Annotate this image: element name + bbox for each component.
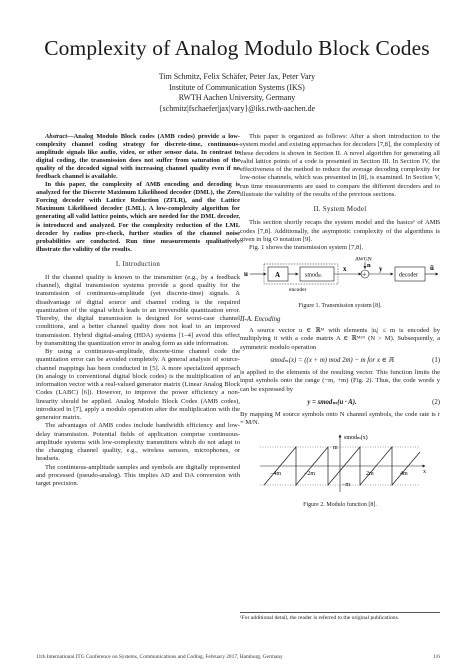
right-column [240, 133, 440, 513]
abstract-paragraph-1 [36, 133, 240, 181]
encoding-paragraph-3: By mapping M source symbols onto N channel symbols, the code rate is r = M/N. [240, 411, 440, 427]
abstract-paragraph-2: In this paper, the complexity of AMB encoding and decoding is analyzed for the Discrete Maximum Likelihood decoder (DML), the Zero Forcing decoder with Lattice Reduction (ZFLR), and the Lattice Maximum Likelihood decoder (LML). A low-complexity algorithm for generating all valid lattice points, which are needed for the DML decoder, is introduced and analyzed. For the complexity reduction of the LML decoder by radius pre-check, further studies of the channel noise probabilities are conducted. Run time measurements qualitatively illustrate the validity of the results. [36, 181, 240, 253]
encoding-paragraph-2: is applied to the elements of the resulting vector. This function limits the input symbols onto the range (−m, +m) (Fig. 2). Thus, the code words y can be expressed by [240, 369, 440, 393]
equation-2-body: y = smodₘ(u · A). [307, 398, 357, 406]
plot-tick-2m: 2m [366, 470, 374, 477]
organization-paragraph: This paper is organized as follows: After a short introduction to the system model and existing approaches for decoders [7,8], the complexity of these decoders is shown in Section II. A novel algorithm for generating all valid lattice points of a code is presented in Section III. In Section IV, the effectiveness of the method to reduce the average decoding complexity for low-noise channels, which was presented in [8], is examined. In Section V, run time measurements are used to compare the different decoders and to illustrate the validity of the results of the previous sections. [240, 133, 440, 198]
author-block [0, 72, 474, 114]
subsection-heading-encoding: II-A. Encoding [240, 315, 281, 323]
figure-1-caption: Figure 1. Transmission system [8]. [298, 302, 382, 309]
plot-label-m: m [333, 444, 338, 451]
figure-1-transmission-system [240, 256, 440, 310]
abstract-label: Abstract [45, 133, 68, 140]
diagram-label-n: n [367, 262, 371, 270]
encoding-paragraph-1: A source vector u ∈ ℝᴹ with elements |uᵢ| ≤ m is encoded by multiplying it with a code matrix A ∈ ℝᴹˣᴺ (N > M). Subsequently, a symmetric modulo operation [240, 327, 440, 351]
equation-1-body: smodₘ(x) = ((x + m) mod 2m) − m for x ∈ ℝ [270, 356, 394, 364]
diagram-label-smod: smodₘ [305, 272, 322, 279]
diagram-label-uhat: û [430, 264, 434, 273]
footer-page-number: 1/6 [433, 654, 440, 660]
abstract [36, 133, 240, 254]
intro-paragraph-4: The continuous-amplitude samples and symbols are digitally represented and processed (pseudo-analog). This implies AD and DA conversion with target precision. [36, 463, 240, 488]
diagram-label-x: x [343, 265, 347, 274]
plot-tick-4m: 4m [400, 470, 408, 477]
plot-tick-neg4m: −4m [270, 470, 282, 477]
transmission-system-diagram [240, 256, 440, 296]
author-email: {schmitz|fschaefer|jax|vary}@iks.rwth-aachen.de [158, 103, 316, 113]
plot-label-ylabel: smodₘ(x) [344, 434, 368, 441]
figure-2-caption: Figure 2. Modulo function [8]. [303, 501, 377, 508]
diagram-label-decoder: decoder [399, 272, 418, 279]
footnote: ¹For additional detail, the reader is referred to the original publications. [240, 612, 440, 622]
system-model-paragraph-1: This section shortly recaps the system model and the basics¹ of AMB codes [7,8]. Additionally, the asymptotic complexity of the algorithms is given in big O notation [9]. [240, 219, 440, 243]
equation-1-number: (1) [432, 356, 440, 364]
footer-conference: 11th International ITG Conference on Systems, Communications and Coding, February 2017, Hamburg, Germany [36, 654, 283, 660]
modulo-function-plot [240, 432, 440, 496]
plot-label-x: x [423, 468, 426, 475]
intro-paragraph-1: If the channel quality is known to the transmitter (e.g., by a feedback channel), digital transmission systems provide a good quality for the transmission of continuous-amplitude (yet discrete-time) signals. A disadvantage of digital source and channel coding is the required quantization of the signal which leads to an irreversible quantization error. Thereby, the digital transmission is designed for worst-case channel conditions, and a better channel quality does not lead to an improved transmission. Hybrid digital-analog (HDA) systems [1–4] avoid this effect by transmitting the quantization error in analog form as side information. [36, 273, 240, 347]
left-column [36, 133, 240, 488]
equation-2-number: (2) [432, 398, 440, 406]
abstract-text-1: —Analog Modulo Block codes (AMB codes) provide a low-complexity channel coding strategy for discrete-time, continuous-amplitude signals like audio, video, or other sensor data. In contrast to digital coding, the transmission does not suffer from saturation of the quality of the decoded signal with increasing channel quality even if no feedback channel is available. [36, 133, 240, 181]
diagram-label-a: A [275, 271, 281, 280]
diagram-label-y: y [379, 265, 383, 274]
paper-title: Complexity of Analog Modulo Block Codes [44, 36, 430, 60]
equation-2 [240, 399, 440, 407]
plot-tick-neg2m: −2m [304, 470, 316, 477]
author-institute: Institute of Communication Systems (IKS) [169, 82, 305, 92]
section-heading-system-model: II. System Model [313, 206, 367, 213]
section-heading-introduction: I. Introduction [115, 260, 161, 268]
intro-paragraph-2: By using a continuous-amplitude, discrete-time channel code the quantization error can be avoided completely. A general analysis of source-channel mappings has been conducted in [5]. A more specialized approach (in analogy to conventional digital block codes) is the multiplication of an information vector with a real-valued generator matrix (Linear Analog Block Codes (LABC) [6]). However, to improve the power efficiency a non-linearity should be applied. Analog Modulo Block Codes (AMB codes), introduced in [7], apply a modulo operation after the multiplication with the generator matrix. [36, 348, 240, 422]
author-names: Tim Schmitz, Felix Schäfer, Peter Jax, Peter Vary [158, 72, 316, 81]
author-university: RWTH Aachen University, Germany [178, 93, 296, 103]
diagram-label-encoder: encoder [289, 287, 307, 294]
plot-label-neg-m: −m [342, 481, 351, 488]
system-model-paragraph-2: Fig. 1 shows the transmission system [7,8]. [249, 244, 364, 251]
diagram-label-u: u [244, 270, 248, 279]
intro-paragraph-3: The advantages of AMB codes include bandwidth efficiency and low-delay transmission. Potential fields of application comprise continuous-amplitude systems with low-complexity transmitters which do not adapt to the changing channel quality, e.g., wireless sensors, microphones, or headsets. [36, 422, 240, 463]
equation-1 [240, 357, 440, 365]
diagram-label-awgn: AWGN [355, 256, 372, 263]
figure-2-modulo-function [240, 432, 440, 510]
page-footer [36, 654, 440, 660]
diagram-label-plus: + [362, 270, 367, 279]
